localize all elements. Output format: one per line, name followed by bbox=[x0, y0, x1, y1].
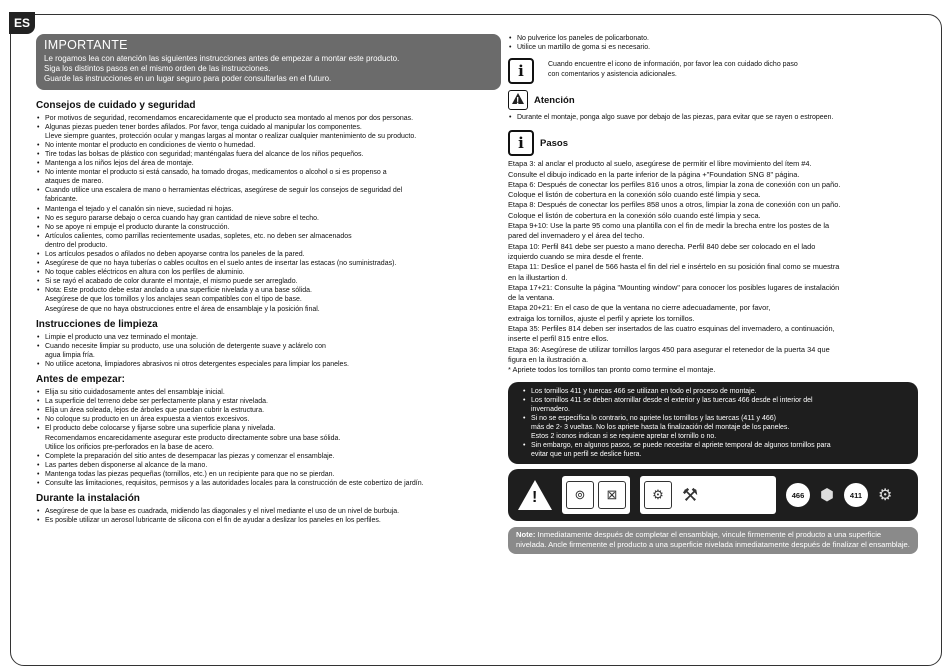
important-line: Siga los distintos pasos en el mismo orden de las instrucciones. bbox=[44, 64, 271, 74]
list-item: • Complete la preparación del sitio antes de desempacar las piezas y comenzar el ensamblaje. bbox=[36, 452, 501, 461]
screw-number-badge: 411 bbox=[844, 483, 868, 507]
list-item: • Cuando utilice una escalera de mano o herramientas eléctricas, asegúrese de seguir los consejos de seguridad del bbox=[36, 186, 501, 195]
list-item: • Utilice un martillo de goma si es necesario. bbox=[508, 43, 918, 52]
steps-title: Pasos bbox=[540, 137, 568, 149]
cleaning-list bbox=[36, 333, 501, 369]
list-item: • Mantenga el tejado y el canalón sin nieve, suciedad ni hojas. bbox=[36, 205, 501, 214]
list-item: • Por motivos de seguridad, recomendamos encarecidamente que el producto sea montado al menos por dos personas. bbox=[36, 114, 501, 123]
step-line: Coloque el listón de cobertura en la conexión sólo cuando esté limpia y seca. bbox=[508, 210, 761, 220]
step-line: * Apriete todos los tornillos tan pronto como termine el montaje. bbox=[508, 365, 716, 375]
list-item: • Sin embargo, en algunos pasos, se puede necesitar el apriete temporal de algunos tornillos para bbox=[522, 441, 908, 450]
list-item: • Nota: Este producto debe estar anclado a una superficie nivelada y a una base sólida. bbox=[36, 286, 501, 295]
list-item: • Durante el montaje, ponga algo suave por debajo de las piezas, para evitar que se rayen o estropeen. bbox=[508, 113, 918, 122]
info-line: Cuando encuentre el icono de información, por favor lea con cuidado dicho paso bbox=[548, 61, 798, 69]
list-item: • No coloque su producto en un área expuesta a vientos excesivos. bbox=[36, 415, 501, 424]
list-item: fabricante. bbox=[45, 196, 78, 204]
screw-icon: ⚙ bbox=[877, 487, 893, 505]
screws-box bbox=[508, 382, 918, 465]
list-item: • Los tornillos 411 se deben atornillar desde el exterior y las tuercas 466 desde el interior del bbox=[522, 396, 908, 405]
list-item: • Algunas piezas pueden tener bordes afilados. Por favor, tenga cuidado al manipular los componentes. bbox=[36, 123, 501, 132]
list-item: • Si se rayó el acabado de color durante el montaje, el mismo puede ser arreglado. bbox=[36, 277, 501, 286]
step-line: en la illustartion d. bbox=[508, 272, 568, 282]
list-item: • Elija su sitio cuidadosamente antes del ensamblaje inicial. bbox=[36, 388, 501, 397]
list-item: • Los tornillos 411 y tuercas 466 se utilizan en todo el proceso de montaje. bbox=[522, 387, 908, 396]
list-item: • El producto debe colocarse y fijarse sobre una superficie plana y nivelada. bbox=[36, 424, 501, 433]
right-column bbox=[508, 34, 918, 554]
note-box bbox=[508, 527, 918, 553]
step-line: de la ventana. bbox=[508, 293, 555, 303]
step-line: Etapa 10: Perfil 841 debe ser puesto a mano derecha. Perfil 840 debe ser colocado en el lado bbox=[508, 241, 816, 251]
list-item: ataques de mareo. bbox=[45, 178, 104, 186]
step-line: izquierdo cuando se mira desde el frente. bbox=[508, 251, 644, 261]
list-item: • Elija un área soleada, lejos de árboles que puedan cubrir la estructura. bbox=[36, 406, 501, 415]
care-title: Consejos de cuidado y seguridad bbox=[36, 99, 196, 111]
before-title: Antes de empezar: bbox=[36, 374, 125, 386]
list-item: agua limpia fría. bbox=[45, 351, 95, 359]
list-item: Asegúrese de que no haya obstrucciones entre el área de ensamblaje y la posición final. bbox=[45, 305, 320, 313]
list-item: • No toque cables eléctricos en altura con los perfiles de aluminio. bbox=[36, 268, 501, 277]
attention-title: Atención bbox=[534, 94, 575, 106]
list-item: dentro del producto. bbox=[45, 241, 108, 249]
step-line: extraiga los tornillos, ajuste el perfil y apriete los tornillos. bbox=[508, 313, 695, 323]
note-label: Note: bbox=[516, 530, 536, 540]
list-item: • No es seguro pararse debajo o cerca cuando hay gran cantidad de nieve sobre el techo. bbox=[36, 214, 501, 223]
list-item: Estos 2 iconos indican si se requiere apretar el tornillo o no. bbox=[531, 432, 717, 440]
before-list bbox=[36, 388, 501, 488]
list-item: • No intente montar el producto en condiciones de viento o humedad. bbox=[36, 141, 501, 150]
important-line: Guarde las instrucciones en un lugar seguro para poder consultarlas en el futuro. bbox=[44, 74, 332, 84]
step-line: Etapa 35: Perfiles 814 deben ser insertados de las cuatro esquinas del invernadero, a continuación, bbox=[508, 324, 835, 334]
step-line: Etapa 11: Deslice el panel de 566 hasta el fin del riel e insértelo en su posición final como se muestra bbox=[508, 262, 840, 272]
warning-icon bbox=[508, 90, 528, 110]
steps-header bbox=[508, 130, 918, 156]
list-item: evitar que un perfil se deslice fuera. bbox=[531, 451, 642, 459]
step-line: Etapa 17+21: Consulte la página "Mounting window" para conocer los posibles lugares de instalación bbox=[508, 282, 840, 292]
step-line: Consulte el dibujo indicado en la parte inferior de la página +"Foundation SNG 8" página. bbox=[508, 169, 800, 179]
tighten-screw-icon: ⊚ bbox=[566, 481, 594, 509]
list-item: invernadero. bbox=[531, 405, 570, 413]
info-note bbox=[508, 58, 918, 84]
step-line: Etapa 36: Asegúrese de utilizar tornillos largos 450 para asegurar el retenedor de la puerta 34 que bbox=[508, 344, 830, 354]
care-list bbox=[36, 114, 501, 314]
list-item: • No intente montar el producto si está cansado, ha tomado drogas, medicamentos o alcohol o si es propenso a bbox=[36, 168, 501, 177]
step-line: figura en la ilustración a. bbox=[508, 354, 589, 364]
list-item: • Es posible utilizar un aerosol lubricante de silicona con el fin de ayudar a deslizar los paneles en los perfiles. bbox=[36, 516, 501, 525]
list-item: • Cuando necesite limpiar su producto, use una solución de detergente suave y aclárelo con bbox=[36, 342, 501, 351]
left-column bbox=[36, 34, 501, 525]
step-line: Etapa 9+10: Use la parte 95 como una plantilla con el fin de medir la brecha entre los postes de la bbox=[508, 221, 830, 231]
list-item: • Las partes deben disponerse al alcance de la mano. bbox=[36, 461, 501, 470]
pictogram-band bbox=[508, 469, 918, 521]
during-title: Durante la instalación bbox=[36, 493, 140, 505]
list-item: • Mantenga a los niños lejos del área de montaje. bbox=[36, 159, 501, 168]
info-icon: i bbox=[508, 130, 534, 156]
step-line: Etapa 20+21: En el caso de que la ventana no cierre adecuadamente, por favor, bbox=[508, 303, 771, 313]
step-line: Etapa 3: al anclar el producto al suelo, asegúrese de permitir el libre movimiento del ítem #4. bbox=[508, 159, 812, 169]
info-line: con comentarios y asistencia adicionales. bbox=[548, 70, 677, 78]
attention-header bbox=[508, 90, 918, 110]
list-item: • Artículos calientes, como parrillas recientemente usadas, sopletes, etc. no deben ser almacenados bbox=[36, 232, 501, 241]
list-item: Utilice los orificios pre-perforados en la base de acero. bbox=[45, 443, 214, 451]
list-item: • Asegúrese de que no haya tuberías o cables ocultos en el suelo antes de insertar las estacas (no suministradas). bbox=[36, 259, 501, 268]
info-text bbox=[548, 60, 798, 79]
list-item: • La superficie del terreno debe ser perfectamente plana y estar nivelada. bbox=[36, 397, 501, 406]
wrench-icon: ⚒ bbox=[682, 484, 699, 505]
nut-icon: ⬢ bbox=[820, 487, 834, 505]
note-text: Inmediatamente después de completar el ensamblaje, vincule firmemente el producto a una superficie nivelada. Ancle firmemente el producto a una superficie nivelada inmediatamente después de finalizar el ensamblaje. bbox=[516, 530, 910, 550]
list-item: • Los artículos pesados o afilados no deben apoyarse contra los paneles de la pared. bbox=[36, 250, 501, 259]
top-right-list bbox=[508, 34, 918, 52]
cleaning-title: Instrucciones de limpieza bbox=[36, 318, 158, 330]
step-line: inserte el perfil 815 entre ellos. bbox=[508, 334, 609, 344]
step-line: Etapa 8: Después de conectar los perfiles 858 unos a otros, limpiar la zona de conexión con un paño. bbox=[508, 200, 841, 210]
list-item: • Asegúrese de que la base es cuadrada, midiendo las diagonales y el nivel mediante el uso de un nivel de burbuja. bbox=[36, 507, 501, 516]
list-item: • No pulverice los paneles de policarbonato. bbox=[508, 34, 918, 43]
tighten-icons bbox=[562, 476, 630, 514]
list-item: • Mantenga todas las piezas pequeñas (tornillos, etc.) en un recipiente para que no se pierdan. bbox=[36, 470, 501, 479]
info-icon: i bbox=[508, 58, 534, 84]
list-item: • Si no se especifica lo contrario, no apriete los tornillos y las tuercas (411 y 466) bbox=[522, 414, 908, 423]
list-item: • Consulte las limitaciones, requisitos, permisos y a las autoridades locales para la construcción de este cobertizo de jardín. bbox=[36, 479, 501, 488]
no-tighten-screw-icon: ⊠ bbox=[598, 481, 626, 509]
step-line: pared del invernadero y el área del techo. bbox=[508, 231, 645, 241]
list-item: Asegúrese de que los tornillos y los anclajes sean compatibles con el tipo de base. bbox=[45, 296, 302, 304]
list-item: • Limpie el producto una vez terminado el montaje. bbox=[36, 333, 501, 342]
screws-list bbox=[522, 387, 908, 460]
steps-text bbox=[508, 159, 918, 375]
wrench-icons bbox=[640, 476, 776, 514]
important-title: IMPORTANTE bbox=[44, 38, 128, 52]
list-item: más de 2- 3 vueltas. No los apriete hasta la finalización del montaje de los paneles. bbox=[531, 423, 790, 431]
list-item: • No se apoye ni empuje el producto durante la construcción. bbox=[36, 223, 501, 232]
screw-detail-icon: ⚙ bbox=[644, 481, 672, 509]
important-box bbox=[36, 34, 501, 90]
list-item: • Tire todas las bolsas de plástico con seguridad; manténgalas fuera del alcance de los niños pequeños. bbox=[36, 150, 501, 159]
warning-icon bbox=[518, 480, 552, 510]
language-badge: ES bbox=[9, 12, 35, 34]
step-line: Coloque el listón de cobertura en la conexión sólo cuando esté limpia y seca. bbox=[508, 190, 761, 200]
list-item: Lleve siempre guantes, protección ocular y mangas largas al montar o realizar cualquier mantenimiento de su producto. bbox=[45, 132, 417, 140]
list-item: • No utilice acetona, limpiadores abrasivos ni otros detergentes especiales para limpiar los paneles. bbox=[36, 360, 501, 369]
during-list bbox=[36, 507, 501, 525]
list-item: Recomendamos encarecidamente asegurar este producto directamente sobre una base sólida. bbox=[45, 434, 341, 442]
important-line: Le rogamos lea con atención las siguientes instrucciones antes de empezar a montar este producto. bbox=[44, 54, 400, 63]
attention-list bbox=[508, 113, 918, 122]
step-line: Etapa 6: Después de conectar los perfiles 816 unos a otros, limpiar la zona de conexión con un paño. bbox=[508, 179, 841, 189]
nut-number-badge: 466 bbox=[786, 483, 810, 507]
